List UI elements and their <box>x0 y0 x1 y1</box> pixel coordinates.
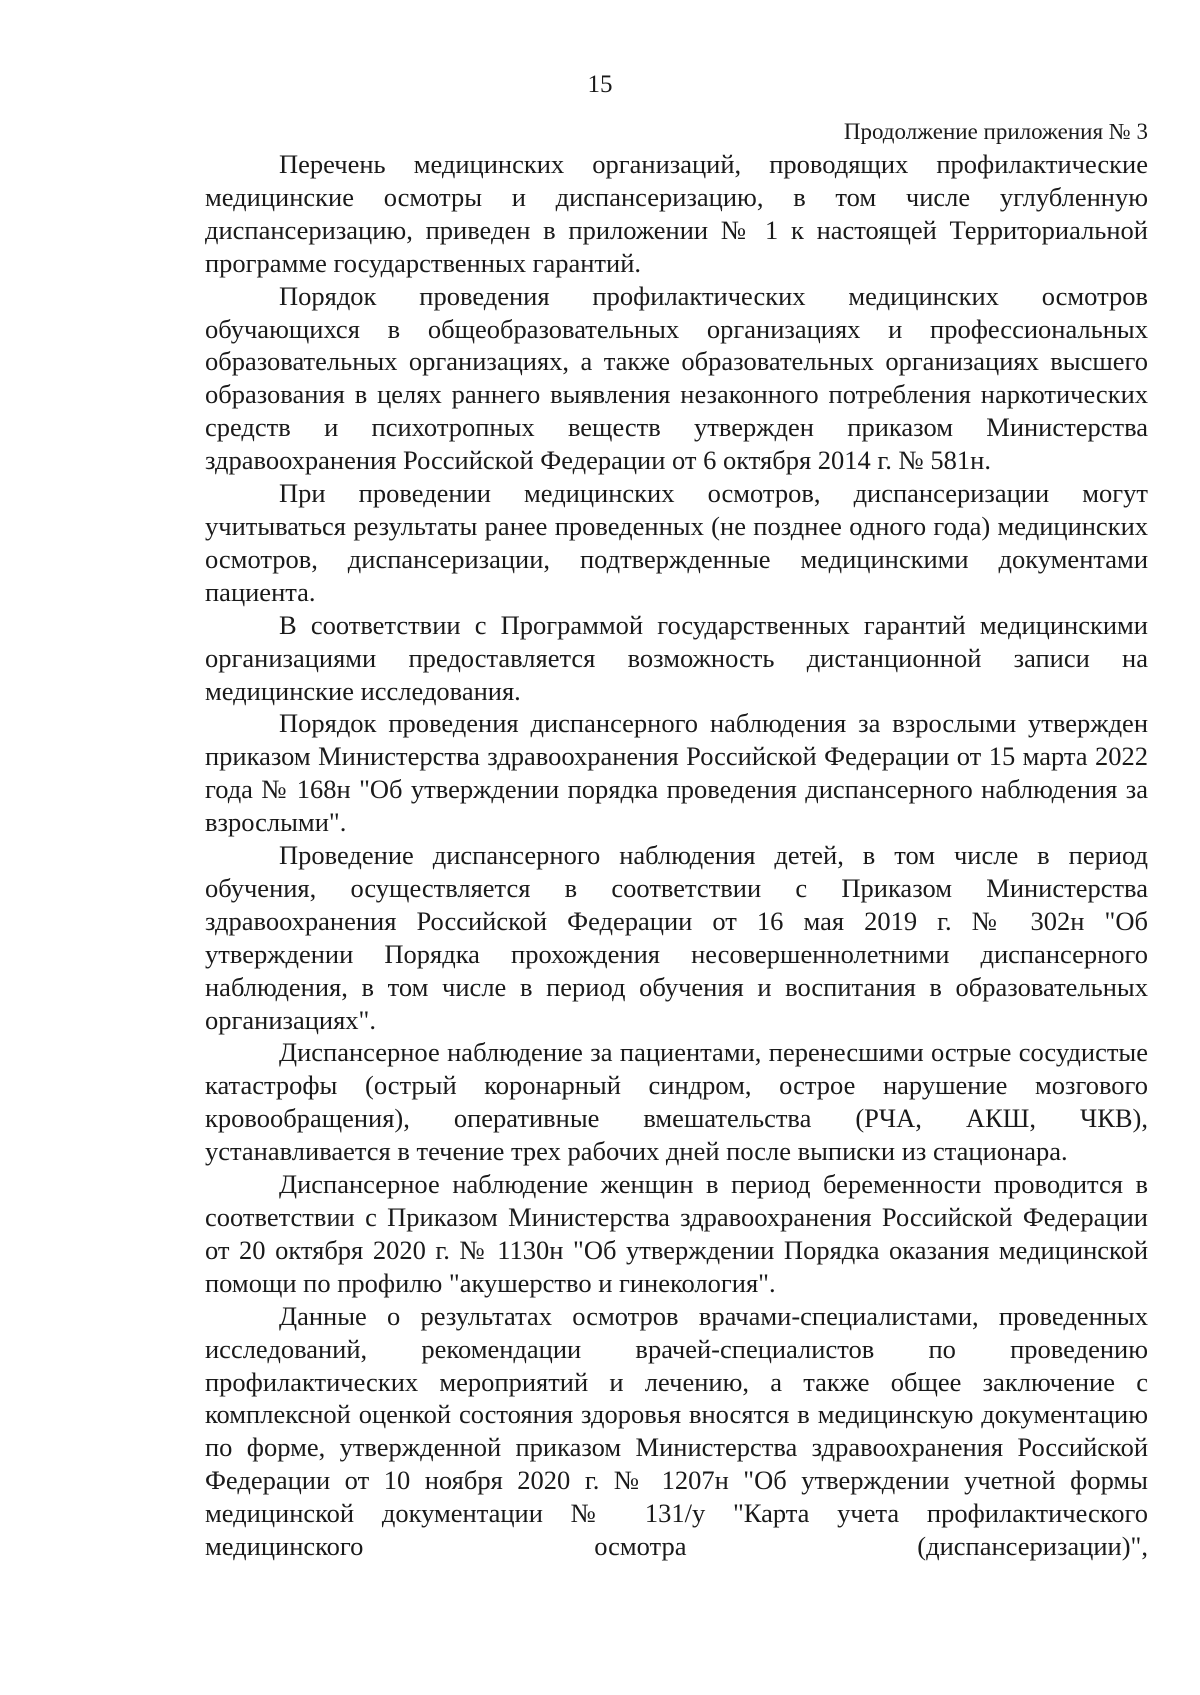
paragraph: Перечень медицинских организаций, проводящих профилактические медицинские осмотры и диспансеризацию, в том числе углубленную диспансеризацию, приведен в приложении № 1 к настоящей Территориальной программе государственных гарантий. <box>205 149 1148 278</box>
paragraph: Порядок проведения профилактических медицинских осмотров обучающихся в общеобразовательных организациях и профессиональных образовательных организациях, а также образовательных организациях высшего образования в целях раннего выявления незаконного потребления наркотических средств и психотропных веществ утвержден приказом Министерства здравоохранения Российской Федерации от 6 октября 2014 г. № 581н. <box>205 280 1148 476</box>
paragraph: Данные о результатах осмотров врачами-специалистами, проведенных исследований, рекомендации врачей-специалистов по проведению профилактических мероприятий и лечению, а также общее заключение с комплексной оценкой состояния здоровья вносятся в медицинскую документацию по форме, утвержденной приказом Министерства здравоохранения Российской Федерации от 10 ноября 2020 г. № 1207н "Об утверждении учетной формы медицинской документации № 131/у "Карта учета профилактического медицинского осмотра (диспансеризации)", <box>205 1300 1148 1562</box>
page-number: 15 <box>587 71 613 98</box>
paragraph: Проведение диспансерного наблюдения детей, в том числе в период обучения, осуществляется в соответствии с Приказом Министерства здравоохранения Российской Федерации от 16 мая 2019 г. № 302н "Об утверждении Порядка прохождения несовершеннолетними диспансерного наблюдения, в том числе в период обучения и воспитания в образовательных организациях". <box>205 840 1148 1035</box>
paragraph: В соответствии с Программой государственных гарантий медицинскими организациями предоставляется возможность дистанционной записи на медицинские исследования. <box>205 609 1148 706</box>
paragraph: Диспансерное наблюдение за пациентами, перенесшими острые сосудистые катастрофы (острый коронарный синдром, острое нарушение мозгового кровообращения), оперативные вмешательства (РЧА, АКШ, ЧКВ), устанавливается в течение трех рабочих дней после выписки из стационара. <box>205 1037 1148 1167</box>
paragraph: Порядок проведения диспансерного наблюдения за взрослыми утвержден приказом Министерства здравоохранения Российской Федерации от 15 марта 2022 года № 168н "Об утверждении порядка проведения диспансерного наблюдения за взрослыми". <box>205 708 1148 838</box>
appendix-continuation-note: Продолжение приложения № 3 <box>843 119 1148 144</box>
paragraph: При проведении медицинских осмотров, диспансеризации могут учитываться результаты ранее проведенных (не позднее одного года) медицинских осмотров, диспансеризации, подтвержденные медицинскими документами пациента. <box>205 478 1148 607</box>
document-body <box>205 148 1148 1563</box>
paragraph: Диспансерное наблюдение женщин в период беременности проводится в соответствии с Приказом Министерства здравоохранения Российской Федерации от 20 октября 2020 г. № 1130н "Об утверждении Порядка оказания медицинской помощи по профилю "акушерство и гинекология". <box>205 1169 1148 1298</box>
